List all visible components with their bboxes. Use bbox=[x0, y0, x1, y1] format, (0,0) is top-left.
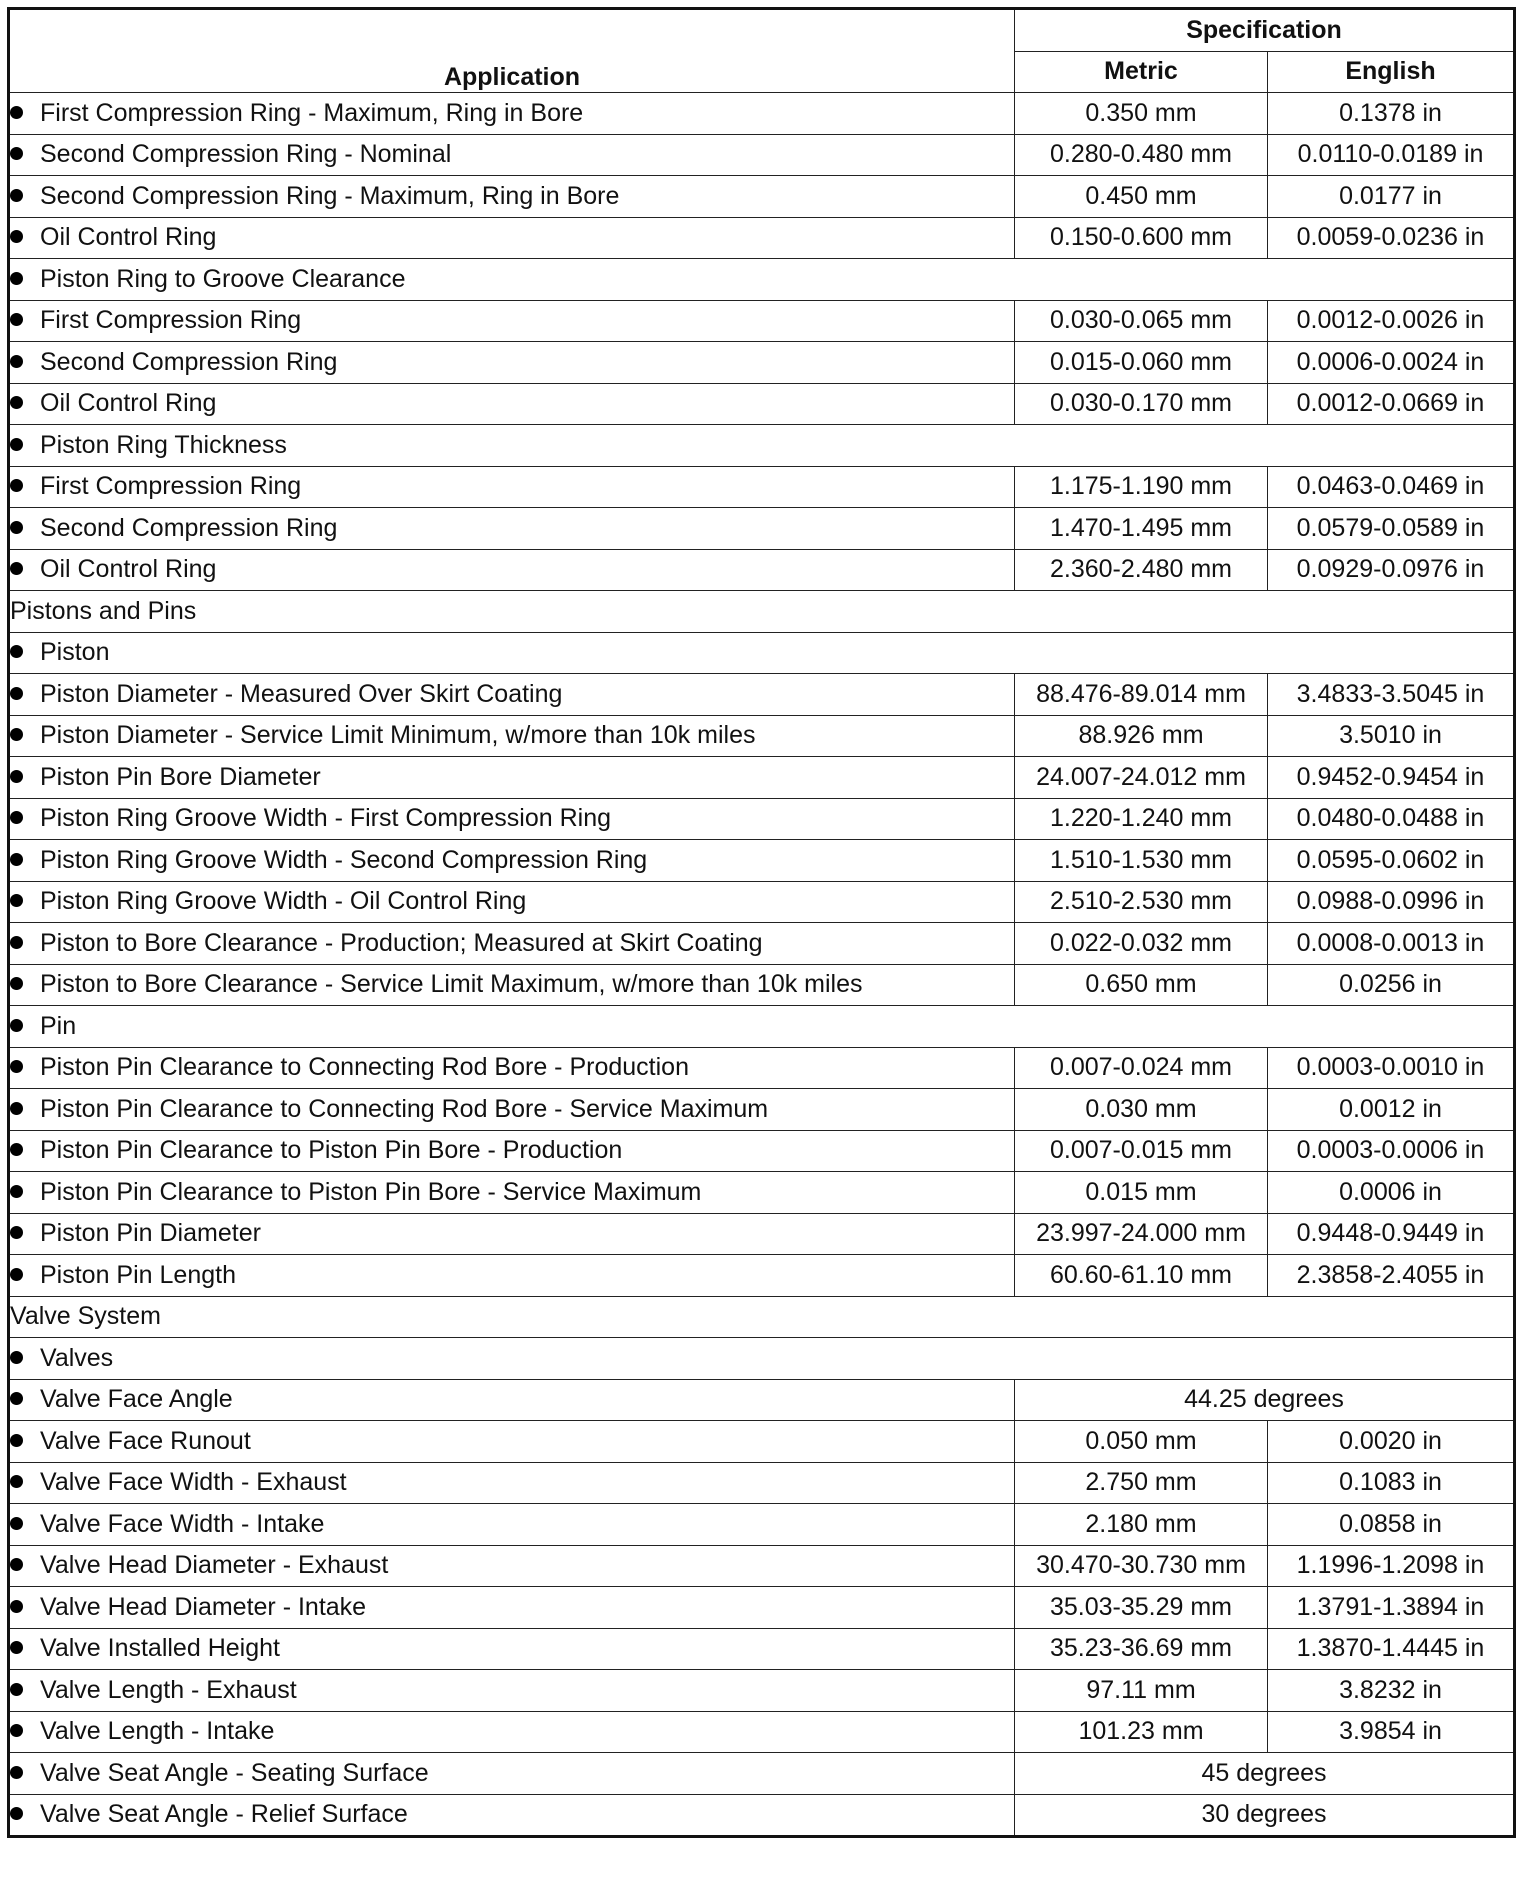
english-value: 0.0008-0.0013 in bbox=[1268, 923, 1515, 965]
bullet-icon bbox=[10, 1724, 23, 1737]
application-label: First Compression Ring - Maximum, Ring in Bore bbox=[40, 98, 584, 127]
subheading-row bbox=[9, 259, 1515, 301]
application-label: Valve Length - Exhaust bbox=[40, 1675, 297, 1704]
metric-value: 0.450 mm bbox=[1015, 176, 1268, 218]
table-row bbox=[9, 134, 1515, 176]
english-value: 3.9854 in bbox=[1268, 1711, 1515, 1753]
subheading-row bbox=[9, 1006, 1515, 1048]
application-cell bbox=[9, 1628, 1015, 1670]
bullet-icon bbox=[10, 479, 23, 492]
application-label: Valve Face Width - Exhaust bbox=[40, 1468, 347, 1497]
application-cell bbox=[9, 93, 1015, 135]
application-label: Piston to Bore Clearance - Service Limit Maximum, w/more than 10k miles bbox=[40, 970, 863, 999]
english-value: 0.0006 in bbox=[1268, 1172, 1515, 1214]
table-row bbox=[9, 674, 1515, 716]
application-cell bbox=[9, 1670, 1015, 1712]
table-row bbox=[9, 1213, 1515, 1255]
table-row bbox=[9, 923, 1515, 965]
english-value: 0.0012 in bbox=[1268, 1089, 1515, 1131]
subheading-label: Piston Ring to Groove Clearance bbox=[40, 264, 406, 293]
application-cell bbox=[9, 1130, 1015, 1172]
application-cell bbox=[9, 508, 1015, 550]
bullet-icon bbox=[10, 1558, 23, 1571]
metric-value: 1.175-1.190 mm bbox=[1015, 466, 1268, 508]
english-value: 0.0595-0.0602 in bbox=[1268, 840, 1515, 882]
table-row bbox=[9, 840, 1515, 882]
metric-value: 88.926 mm bbox=[1015, 715, 1268, 757]
subheading-label: Piston bbox=[40, 638, 110, 667]
application-label: Valve Head Diameter - Exhaust bbox=[40, 1551, 389, 1580]
bullet-icon bbox=[10, 1226, 23, 1239]
table-row bbox=[9, 715, 1515, 757]
bullet-icon bbox=[10, 687, 23, 700]
english-value: 0.0480-0.0488 in bbox=[1268, 798, 1515, 840]
metric-value: 101.23 mm bbox=[1015, 1711, 1268, 1753]
application-label: Valve Length - Intake bbox=[40, 1717, 275, 1746]
specification-value: 44.25 degrees bbox=[1015, 1379, 1515, 1421]
application-cell bbox=[9, 840, 1015, 882]
english-value: 0.0006-0.0024 in bbox=[1268, 342, 1515, 384]
english-value: 0.9448-0.9449 in bbox=[1268, 1213, 1515, 1255]
table-row bbox=[9, 1794, 1515, 1837]
metric-value: 60.60-61.10 mm bbox=[1015, 1255, 1268, 1297]
application-label: Piston Ring Groove Width - First Compression Ring bbox=[40, 804, 612, 833]
application-cell bbox=[9, 342, 1015, 384]
bullet-icon bbox=[10, 977, 23, 990]
section-title: Valve System bbox=[9, 1296, 1515, 1338]
application-cell bbox=[9, 1213, 1015, 1255]
bullet-icon bbox=[10, 1143, 23, 1156]
subheading-row bbox=[9, 425, 1515, 467]
metric-value: 0.280-0.480 mm bbox=[1015, 134, 1268, 176]
application-label: Valve Seat Angle - Relief Surface bbox=[40, 1800, 408, 1829]
application-cell bbox=[9, 1172, 1015, 1214]
application-cell bbox=[9, 1255, 1015, 1297]
table-row bbox=[9, 1047, 1515, 1089]
table-row bbox=[9, 1587, 1515, 1629]
table-row bbox=[9, 798, 1515, 840]
application-header: Application bbox=[9, 9, 1015, 93]
metric-value: 35.03-35.29 mm bbox=[1015, 1587, 1268, 1629]
application-cell bbox=[9, 881, 1015, 923]
metric-value: 97.11 mm bbox=[1015, 1670, 1268, 1712]
application-label: Piston Pin Clearance to Piston Pin Bore - Service Maximum bbox=[40, 1177, 702, 1206]
application-cell bbox=[9, 1462, 1015, 1504]
metric-value: 0.007-0.024 mm bbox=[1015, 1047, 1268, 1089]
english-value: 1.3791-1.3894 in bbox=[1268, 1587, 1515, 1629]
table-row bbox=[9, 383, 1515, 425]
table-row bbox=[9, 1379, 1515, 1421]
table-row bbox=[9, 881, 1515, 923]
specification-value: 30 degrees bbox=[1015, 1794, 1515, 1837]
application-cell bbox=[9, 1753, 1015, 1795]
table-row bbox=[9, 1753, 1515, 1795]
application-label: Piston Ring Groove Width - Oil Control Ring bbox=[40, 887, 527, 916]
application-label: Valve Seat Angle - Seating Surface bbox=[40, 1758, 429, 1787]
application-label: Second Compression Ring bbox=[40, 347, 338, 376]
metric-value: 35.23-36.69 mm bbox=[1015, 1628, 1268, 1670]
bullet-icon bbox=[10, 1185, 23, 1198]
application-label: Valve Head Diameter - Intake bbox=[40, 1592, 367, 1621]
application-cell bbox=[9, 632, 1515, 674]
application-label: Valve Face Angle bbox=[40, 1385, 233, 1414]
application-label: Second Compression Ring - Maximum, Ring in Bore bbox=[40, 181, 620, 210]
table-row bbox=[9, 93, 1515, 135]
bullet-icon bbox=[10, 894, 23, 907]
english-value: 1.1996-1.2098 in bbox=[1268, 1545, 1515, 1587]
application-cell bbox=[9, 674, 1015, 716]
bullet-icon bbox=[10, 562, 23, 575]
table-row bbox=[9, 217, 1515, 259]
application-cell bbox=[9, 259, 1515, 301]
table-row bbox=[9, 1545, 1515, 1587]
bullet-icon bbox=[10, 1392, 23, 1405]
bullet-icon bbox=[10, 1351, 23, 1364]
table-row bbox=[9, 1130, 1515, 1172]
application-label: Piston Ring Groove Width - Second Compression Ring bbox=[40, 845, 648, 874]
english-value: 0.0929-0.0976 in bbox=[1268, 549, 1515, 591]
table-row bbox=[9, 1421, 1515, 1463]
metric-header: Metric bbox=[1015, 51, 1268, 93]
specification-table bbox=[7, 7, 1516, 1838]
application-cell bbox=[9, 715, 1015, 757]
application-cell bbox=[9, 798, 1015, 840]
english-value: 3.4833-3.5045 in bbox=[1268, 674, 1515, 716]
bullet-icon bbox=[10, 313, 23, 326]
english-value: 0.0988-0.0996 in bbox=[1268, 881, 1515, 923]
english-value: 0.0858 in bbox=[1268, 1504, 1515, 1546]
application-label: Second Compression Ring - Nominal bbox=[40, 140, 452, 169]
application-cell bbox=[9, 1338, 1515, 1380]
metric-value: 0.050 mm bbox=[1015, 1421, 1268, 1463]
table-row bbox=[9, 1670, 1515, 1712]
application-label: Valve Face Width - Intake bbox=[40, 1509, 325, 1538]
application-cell bbox=[9, 1587, 1015, 1629]
application-cell bbox=[9, 757, 1015, 799]
bullet-icon bbox=[10, 645, 23, 658]
table-row bbox=[9, 1628, 1515, 1670]
application-cell bbox=[9, 1711, 1015, 1753]
application-cell bbox=[9, 923, 1015, 965]
application-cell bbox=[9, 466, 1015, 508]
subheading-row bbox=[9, 632, 1515, 674]
table-row bbox=[9, 300, 1515, 342]
metric-value: 2.180 mm bbox=[1015, 1504, 1268, 1546]
application-cell bbox=[9, 134, 1015, 176]
application-label: Second Compression Ring bbox=[40, 513, 338, 542]
bullet-icon bbox=[10, 147, 23, 160]
table-row bbox=[9, 1255, 1515, 1297]
application-cell bbox=[9, 549, 1015, 591]
bullet-icon bbox=[10, 438, 23, 451]
application-cell bbox=[9, 1006, 1515, 1048]
application-cell bbox=[9, 1379, 1015, 1421]
application-label: Valve Installed Height bbox=[40, 1634, 280, 1663]
bullet-icon bbox=[10, 396, 23, 409]
metric-value: 2.360-2.480 mm bbox=[1015, 549, 1268, 591]
english-header: English bbox=[1268, 51, 1515, 93]
bullet-icon bbox=[10, 853, 23, 866]
bullet-icon bbox=[10, 189, 23, 202]
english-value: 0.1083 in bbox=[1268, 1462, 1515, 1504]
application-cell bbox=[9, 1421, 1015, 1463]
bullet-icon bbox=[10, 106, 23, 119]
table-row bbox=[9, 964, 1515, 1006]
bullet-icon bbox=[10, 521, 23, 534]
english-value: 0.0256 in bbox=[1268, 964, 1515, 1006]
table-row bbox=[9, 1711, 1515, 1753]
bullet-icon bbox=[10, 936, 23, 949]
subheading-label: Valves bbox=[40, 1343, 114, 1372]
english-value: 3.5010 in bbox=[1268, 715, 1515, 757]
english-value: 2.3858-2.4055 in bbox=[1268, 1255, 1515, 1297]
application-cell bbox=[9, 425, 1515, 467]
subheading-label: Piston Ring Thickness bbox=[40, 430, 287, 459]
bullet-icon bbox=[10, 1475, 23, 1488]
application-cell bbox=[9, 1794, 1015, 1837]
metric-value: 2.510-2.530 mm bbox=[1015, 881, 1268, 923]
application-label: Oil Control Ring bbox=[40, 555, 217, 584]
application-cell bbox=[9, 964, 1015, 1006]
metric-value: 0.350 mm bbox=[1015, 93, 1268, 135]
bullet-icon bbox=[10, 1641, 23, 1654]
table-row bbox=[9, 549, 1515, 591]
application-label: Piston Pin Bore Diameter bbox=[40, 762, 321, 791]
bullet-icon bbox=[10, 1600, 23, 1613]
application-cell bbox=[9, 300, 1015, 342]
application-cell bbox=[9, 383, 1015, 425]
metric-value: 30.470-30.730 mm bbox=[1015, 1545, 1268, 1587]
metric-value: 0.650 mm bbox=[1015, 964, 1268, 1006]
metric-value: 0.022-0.032 mm bbox=[1015, 923, 1268, 965]
table-row bbox=[9, 342, 1515, 384]
subheading-row bbox=[9, 1338, 1515, 1380]
bullet-icon bbox=[10, 272, 23, 285]
application-label: Piston Pin Clearance to Piston Pin Bore - Production bbox=[40, 1136, 623, 1165]
metric-value: 23.997-24.000 mm bbox=[1015, 1213, 1268, 1255]
table-body bbox=[9, 93, 1515, 1837]
bullet-icon bbox=[10, 1434, 23, 1447]
application-cell bbox=[9, 1089, 1015, 1131]
application-cell bbox=[9, 1504, 1015, 1546]
english-value: 0.0463-0.0469 in bbox=[1268, 466, 1515, 508]
bullet-icon bbox=[10, 1807, 23, 1820]
application-label: Piston Diameter - Measured Over Skirt Coating bbox=[40, 679, 563, 708]
english-value: 0.0012-0.0669 in bbox=[1268, 383, 1515, 425]
english-value: 1.3870-1.4445 in bbox=[1268, 1628, 1515, 1670]
english-value: 0.9452-0.9454 in bbox=[1268, 757, 1515, 799]
english-value: 0.0579-0.0589 in bbox=[1268, 508, 1515, 550]
metric-value: 0.150-0.600 mm bbox=[1015, 217, 1268, 259]
application-label: Valve Face Runout bbox=[40, 1426, 251, 1455]
metric-value: 0.015 mm bbox=[1015, 1172, 1268, 1214]
specification-header: Specification bbox=[1015, 9, 1515, 52]
section-row bbox=[9, 1296, 1515, 1338]
application-cell bbox=[9, 217, 1015, 259]
bullet-icon bbox=[10, 1268, 23, 1281]
section-row bbox=[9, 591, 1515, 633]
application-label: Piston Pin Length bbox=[40, 1260, 236, 1289]
application-label: Oil Control Ring bbox=[40, 223, 217, 252]
table-row bbox=[9, 1504, 1515, 1546]
table-row bbox=[9, 1172, 1515, 1214]
application-label: First Compression Ring bbox=[40, 472, 302, 501]
table-row bbox=[9, 757, 1515, 799]
specification-value: 45 degrees bbox=[1015, 1753, 1515, 1795]
english-value: 0.0110-0.0189 in bbox=[1268, 134, 1515, 176]
application-label: Piston Pin Clearance to Connecting Rod Bore - Production bbox=[40, 1053, 689, 1082]
metric-value: 0.015-0.060 mm bbox=[1015, 342, 1268, 384]
subheading-label: Pin bbox=[40, 1011, 77, 1040]
english-value: 0.0012-0.0026 in bbox=[1268, 300, 1515, 342]
metric-value: 0.030-0.170 mm bbox=[1015, 383, 1268, 425]
metric-value: 1.470-1.495 mm bbox=[1015, 508, 1268, 550]
bullet-icon bbox=[10, 770, 23, 783]
bullet-icon bbox=[10, 1766, 23, 1779]
table-row bbox=[9, 176, 1515, 218]
english-value: 0.0177 in bbox=[1268, 176, 1515, 218]
bullet-icon bbox=[10, 1019, 23, 1032]
table-row bbox=[9, 1089, 1515, 1131]
bullet-icon bbox=[10, 1102, 23, 1115]
application-cell bbox=[9, 176, 1015, 218]
metric-value: 1.510-1.530 mm bbox=[1015, 840, 1268, 882]
bullet-icon bbox=[10, 355, 23, 368]
metric-value: 24.007-24.012 mm bbox=[1015, 757, 1268, 799]
application-label: First Compression Ring bbox=[40, 306, 302, 335]
bullet-icon bbox=[10, 1683, 23, 1696]
metric-value: 1.220-1.240 mm bbox=[1015, 798, 1268, 840]
bullet-icon bbox=[10, 1060, 23, 1073]
application-label: Piston Pin Diameter bbox=[40, 1219, 261, 1248]
english-value: 0.0020 in bbox=[1268, 1421, 1515, 1463]
english-value: 3.8232 in bbox=[1268, 1670, 1515, 1712]
application-label: Piston to Bore Clearance - Production; Measured at Skirt Coating bbox=[40, 928, 763, 957]
english-value: 0.1378 in bbox=[1268, 93, 1515, 135]
application-label: Piston Diameter - Service Limit Minimum, w/more than 10k miles bbox=[40, 721, 756, 750]
english-value: 0.0003-0.0006 in bbox=[1268, 1130, 1515, 1172]
header-row-top bbox=[9, 9, 1515, 52]
metric-value: 88.476-89.014 mm bbox=[1015, 674, 1268, 716]
table-row bbox=[9, 508, 1515, 550]
metric-value: 2.750 mm bbox=[1015, 1462, 1268, 1504]
application-cell bbox=[9, 1545, 1015, 1587]
metric-value: 0.030 mm bbox=[1015, 1089, 1268, 1131]
bullet-icon bbox=[10, 230, 23, 243]
table-row bbox=[9, 466, 1515, 508]
section-title: Pistons and Pins bbox=[9, 591, 1515, 633]
metric-value: 0.007-0.015 mm bbox=[1015, 1130, 1268, 1172]
application-label: Oil Control Ring bbox=[40, 389, 217, 418]
bullet-icon bbox=[10, 728, 23, 741]
bullet-icon bbox=[10, 1517, 23, 1530]
metric-value: 0.030-0.065 mm bbox=[1015, 300, 1268, 342]
bullet-icon bbox=[10, 811, 23, 824]
english-value: 0.0059-0.0236 in bbox=[1268, 217, 1515, 259]
application-cell bbox=[9, 1047, 1015, 1089]
application-label: Piston Pin Clearance to Connecting Rod Bore - Service Maximum bbox=[40, 1094, 769, 1123]
table-row bbox=[9, 1462, 1515, 1504]
english-value: 0.0003-0.0010 in bbox=[1268, 1047, 1515, 1089]
